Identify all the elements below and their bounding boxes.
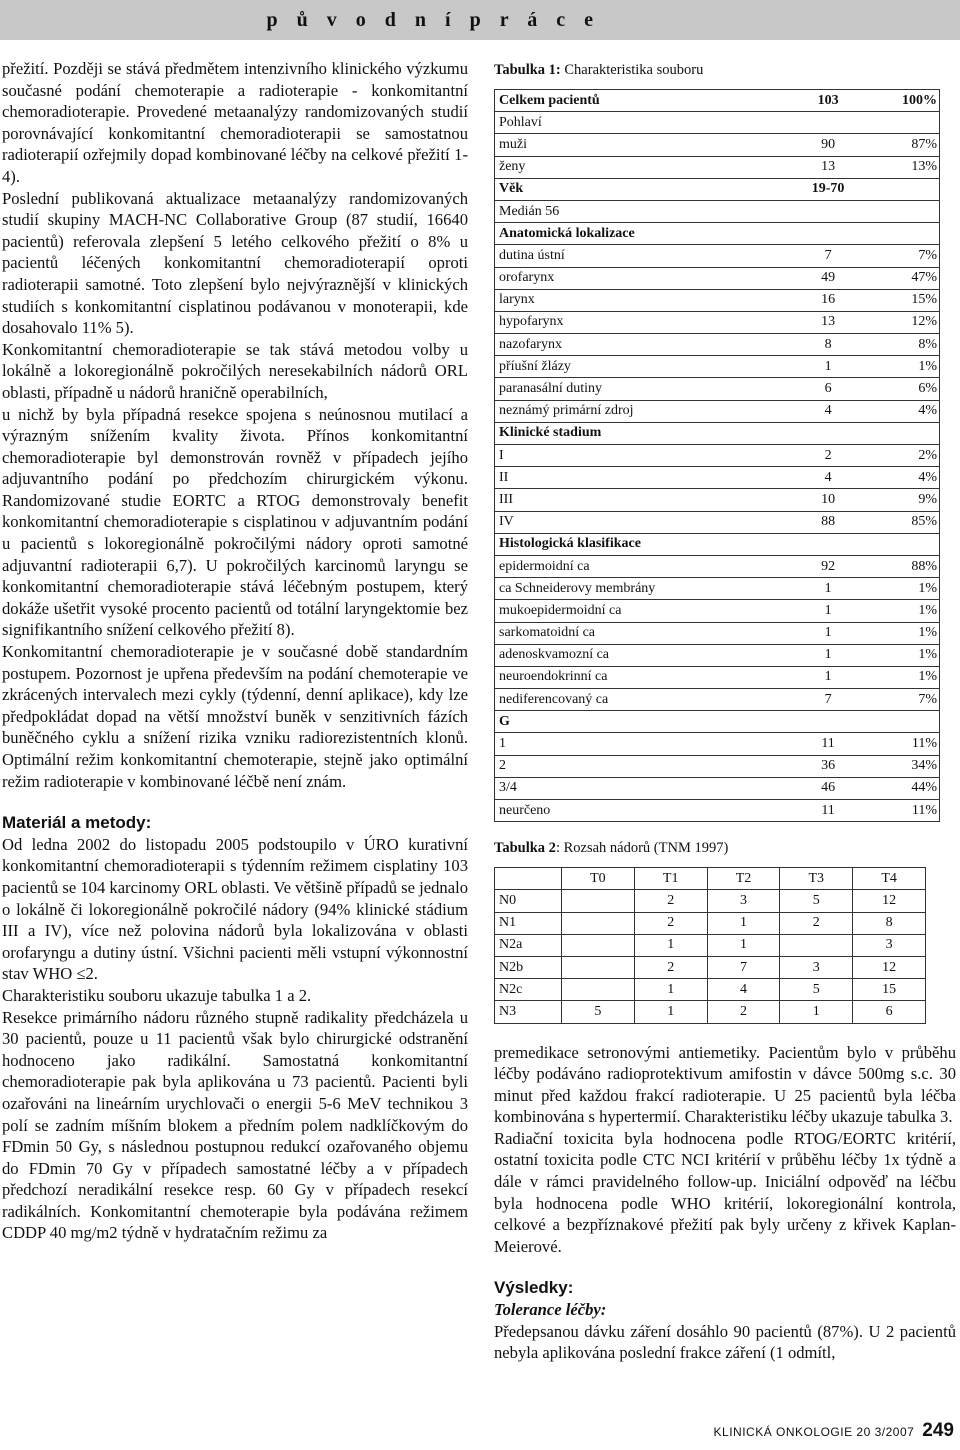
table1-cell-label: Histologická klasifikace <box>495 533 792 555</box>
table1-row <box>495 200 940 222</box>
table2-header-cell: T4 <box>853 868 926 890</box>
table2-header-cell <box>495 868 562 890</box>
table1-cell-count <box>791 200 864 222</box>
table1-cell-label: ca Schneiderovy membrány <box>495 578 792 600</box>
table1-cell-label: Anatomická lokalizace <box>495 223 792 245</box>
table1-cell-count <box>791 112 864 134</box>
table2-row-label: N2b <box>495 956 562 978</box>
table2-cell: 5 <box>780 979 853 1001</box>
table2-cell: 1 <box>634 934 707 956</box>
table1-cell-percent <box>865 223 940 245</box>
table1-row <box>495 311 940 333</box>
table1-cell-label: paranasální dutiny <box>495 378 792 400</box>
table1-cell-percent: 88% <box>865 555 940 577</box>
table1-cell-percent: 8% <box>865 334 940 356</box>
table1-cell-percent: 87% <box>865 134 940 156</box>
table2-row-label: N1 <box>495 912 562 934</box>
table1-cell-percent <box>865 533 940 555</box>
table1-row <box>495 733 940 755</box>
table1-cell-label: neuroendokrinní ca <box>495 666 792 688</box>
table1-cell-label: II <box>495 467 792 489</box>
table1-cell-label: ženy <box>495 156 792 178</box>
table1-cell-count: 13 <box>791 311 864 333</box>
table1-cell-label: adenoskvamozní ca <box>495 644 792 666</box>
table2-cell: 15 <box>853 979 926 1001</box>
left-column <box>2 58 468 1244</box>
table1-cell-count: 88 <box>791 511 864 533</box>
table1-row <box>495 489 940 511</box>
table1-cell-percent: 47% <box>865 267 940 289</box>
table1-cell-percent: 4% <box>865 400 940 422</box>
table2-cell: 6 <box>853 1001 926 1023</box>
table1-cell-label: nediferencovaný ca <box>495 689 792 711</box>
table1-cell-percent: 11% <box>865 733 940 755</box>
table1-cell-count: 1 <box>791 356 864 378</box>
table1-cell-label: 2 <box>495 755 792 777</box>
heading-methods: Materiál a metody: <box>2 813 152 833</box>
table2-row-label: N2a <box>495 934 562 956</box>
table2-cell: 1 <box>634 979 707 1001</box>
right-column <box>494 58 956 1364</box>
table1-row <box>495 644 940 666</box>
table1-row <box>495 134 940 156</box>
table1-cell-percent: 85% <box>865 511 940 533</box>
table2-cell <box>562 912 635 934</box>
table2-cell: 8 <box>853 912 926 934</box>
paragraph: Konkomitantní chemoradioterapie se tak stává metodou volby u lokálně a lokoregionálně pokročilých neresekabilních nádorů ORL oblasti, případně u nádorů hraničně operabilních, <box>2 339 468 402</box>
right-text <box>494 1042 956 1364</box>
table1-cell-percent: 4% <box>865 467 940 489</box>
table1-cell-count: 13 <box>791 156 864 178</box>
table1-cell-count: 36 <box>791 755 864 777</box>
table1-row <box>495 422 940 444</box>
table1-row <box>495 711 940 733</box>
paragraph: Radiační toxicita byla hodnocena podle RTOG/EORTC kritérií, ostatní toxicita podle CTC NCI kritérií v průběhu léčby 1x týdně a dále v rámci pravidelného follow-up. Iniciální odpověď na léčbu byla hodnocena podle WHO kritérií, lokoregionální kontrola, celkové a bezpříznakové přežití pak byly určeny z křivek Kaplan-Meierové. <box>494 1128 956 1256</box>
table1-caption-text: Charakteristika souboru <box>560 62 704 78</box>
table1-cell-label: mukoepidermoidní ca <box>495 600 792 622</box>
table2-row <box>495 912 926 934</box>
table1-cell-label: sarkomatoidní ca <box>495 622 792 644</box>
table2-cell: 2 <box>707 1001 780 1023</box>
table1-row <box>495 578 940 600</box>
table1-cell-label: Klinické stadium <box>495 422 792 444</box>
table2-cell: 2 <box>780 912 853 934</box>
table2-cell: 5 <box>562 1001 635 1023</box>
table2-caption-label: Tabulka 2 <box>494 840 556 857</box>
table2-header-cell: T0 <box>562 868 635 890</box>
table2-row-label: N3 <box>495 1001 562 1023</box>
table2-cell <box>562 956 635 978</box>
table1-cell-label: IV <box>495 511 792 533</box>
table1-row <box>495 156 940 178</box>
table1-cell-count: 92 <box>791 555 864 577</box>
table1-row <box>495 334 940 356</box>
table1-cell-count: 4 <box>791 400 864 422</box>
table1-cell-count: 4 <box>791 467 864 489</box>
table2-cell <box>562 979 635 1001</box>
table1-cell-label: příušní žlázy <box>495 356 792 378</box>
table1-cell-count <box>791 223 864 245</box>
table2-cell: 12 <box>853 956 926 978</box>
table2-cell: 4 <box>707 979 780 1001</box>
table1-row <box>495 533 940 555</box>
table1-row <box>495 777 940 799</box>
paragraph: Charakteristiku souboru ukazuje tabulka 1 a 2. <box>2 985 312 1005</box>
table1-cell-count: 1 <box>791 600 864 622</box>
table1-cell-label: dutina ústní <box>495 245 792 267</box>
table1-cell-percent: 9% <box>865 489 940 511</box>
table1-cell-percent: 2% <box>865 445 940 467</box>
table1-row <box>495 356 940 378</box>
table1-row <box>495 800 940 822</box>
table1-caption-label: Tabulka 1: <box>494 62 561 78</box>
table1-row <box>495 755 940 777</box>
table2-cell: 1 <box>634 1001 707 1023</box>
table1-cell-label: neurčeno <box>495 800 792 822</box>
table1-caption <box>494 62 956 79</box>
table1-cell-percent <box>865 711 940 733</box>
paragraph: Poslední publikovaná aktualizace metaanalýzy randomizovaných studií skupiny MACH-NC Collaborative Group (87 studií, 16640 pacientů) referovala zlepšení 5 letého celkového přežití o 8% u pacientů léčených konkomitantní chemoradioterapií oproti radioterapii samotné. Toto zlepšení bylo nejvýraznější v klinických studiích s konkomitantní cisplatinou podávanou v monoterapii, kde dosahovalo 11% 5). <box>2 188 468 338</box>
table2 <box>494 867 926 1023</box>
table1-cell-percent <box>865 200 940 222</box>
table1-cell-count: 10 <box>791 489 864 511</box>
table2-cell: 1 <box>780 1001 853 1023</box>
table1-cell-label: 1 <box>495 733 792 755</box>
table1-row <box>495 112 940 134</box>
table2-cell: 2 <box>634 890 707 912</box>
table1-cell-count <box>791 422 864 444</box>
table2-row-label: N0 <box>495 890 562 912</box>
table1-cell-count: 8 <box>791 334 864 356</box>
table2-row <box>495 956 926 978</box>
table2-cell: 2 <box>634 912 707 934</box>
paragraph: premedikace setronovými antiemetiky. Pacientům bylo v průběhu léčby podáváno radioprotektivum amifostin v dávce 500mg s.c. 30 minut před každou frakcí radioterapie. U 25 pacientů byla léčba kombinována s hypertermií. Charakteristiku léčby ukazuje tabulka 3. <box>494 1042 956 1127</box>
table1-row <box>495 223 940 245</box>
table1-cell-count: 19-70 <box>791 178 864 200</box>
table2-cell: 3 <box>707 890 780 912</box>
table1-row <box>495 90 940 112</box>
table1-cell-count: 1 <box>791 666 864 688</box>
table1-cell-count: 1 <box>791 644 864 666</box>
table2-cell <box>780 934 853 956</box>
table2-cell: 1 <box>707 934 780 956</box>
table1-row <box>495 245 940 267</box>
table1-cell-label: neznámý primární zdroj <box>495 400 792 422</box>
table1-cell-percent: 1% <box>865 356 940 378</box>
table1-row <box>495 267 940 289</box>
table1-cell-count: 90 <box>791 134 864 156</box>
table1-cell-percent: 7% <box>865 245 940 267</box>
table1-cell-count: 1 <box>791 578 864 600</box>
table1-cell-percent: 34% <box>865 755 940 777</box>
table1-row <box>495 622 940 644</box>
table2-cell: 7 <box>707 956 780 978</box>
table1-row <box>495 555 940 577</box>
table1-cell-count <box>791 711 864 733</box>
table1-cell-percent: 100% <box>865 90 940 112</box>
table1-cell-count <box>791 533 864 555</box>
table1-row <box>495 467 940 489</box>
table1-row <box>495 400 940 422</box>
table2-cell: 5 <box>780 890 853 912</box>
paragraph: přežití. Později se stává předmětem intenzivního klinického výzkumu současné podání chemoterapie a radioterapie - konkomitantní chemoradioterapie. Provedené metaanalýzy randomizovaných studií porovnávající konkomitantní chemoradioterapii se samostatnou radioterapií ozřejmily dopad kombinované léčby na celkové přežití 1-4). <box>2 59 468 186</box>
table1 <box>494 89 940 822</box>
table1-cell-label: III <box>495 489 792 511</box>
table1-cell-label: 3/4 <box>495 777 792 799</box>
table1-cell-percent: 44% <box>865 777 940 799</box>
table2-header-cell: T1 <box>634 868 707 890</box>
table1-cell-percent: 1% <box>865 578 940 600</box>
table1-cell-label: I <box>495 445 792 467</box>
table2-caption <box>494 840 956 857</box>
table2-row <box>495 890 926 912</box>
table1-cell-label: Věk <box>495 178 792 200</box>
table1-row <box>495 600 940 622</box>
table1-cell-label: muži <box>495 134 792 156</box>
table1-cell-label: nazofarynx <box>495 334 792 356</box>
subheading-tolerance: Tolerance léčby: <box>494 1300 607 1320</box>
page-number: 249 <box>922 1420 954 1441</box>
table2-row-label: N2c <box>495 979 562 1001</box>
table1-cell-label: hypofarynx <box>495 311 792 333</box>
table1-cell-label: Celkem pacientů <box>495 90 792 112</box>
table2-cell: 3 <box>853 934 926 956</box>
table1-cell-percent: 1% <box>865 600 940 622</box>
table1-cell-label: orofarynx <box>495 267 792 289</box>
table1-cell-count: 49 <box>791 267 864 289</box>
table1-cell-count: 2 <box>791 445 864 467</box>
table1-cell-percent: 15% <box>865 289 940 311</box>
table1-row <box>495 378 940 400</box>
table1-cell-count: 7 <box>791 689 864 711</box>
table1-cell-count: 11 <box>791 800 864 822</box>
table2-cell: 1 <box>707 912 780 934</box>
table1-cell-percent: 13% <box>865 156 940 178</box>
table1-row <box>495 511 940 533</box>
paragraph: Konkomitantní chemoradioterapie je v současné době standardním postupem. Pozornost je upřena především na podání chemoterapie ve zkrácených intervalech mezi cykly (týdenní, denní aplikace), kdy lze předpokládat dopad na větší množství buněk v senzitivních fázích buněčného cyklu a snížení rizika vzniku radiorezistentních klonů. Optimální režim konkomitantní chemoterapie, stejně jako optimální režim radioterapie v kombinované léčbě není znám. <box>2 642 468 791</box>
table1-cell-label: larynx <box>495 289 792 311</box>
table1-row <box>495 445 940 467</box>
table1-cell-percent: 12% <box>865 311 940 333</box>
table1-cell-count: 103 <box>791 90 864 112</box>
table1-cell-percent: 11% <box>865 800 940 822</box>
table2-caption-text: : Rozsah nádorů (TNM 1997) <box>555 840 729 857</box>
table2-cell <box>562 890 635 912</box>
table2-header-cell: T2 <box>707 868 780 890</box>
table1-cell-label: G <box>495 711 792 733</box>
section-title: p ů v o d n í p r á c e <box>266 9 600 31</box>
table1-cell-percent: 6% <box>865 378 940 400</box>
table1-cell-count: 1 <box>791 622 864 644</box>
table1-cell-percent: 1% <box>865 644 940 666</box>
table1-row <box>495 689 940 711</box>
paragraph: Od ledna 2002 do listopadu 2005 podstoupilo v ÚRO kurativní konkomitantní chemoradioterapii s týdenním režimem cisplatiny 103 pacientů se 104 karcinomy ORL oblasti. Ve většině případů se jednalo o lokálně či lokoregionálně pokročilé nádory (94% klinické stádium III a IV), více než polovina nádorů byla lokalizována v oblasti orofaryngu a dutiny ústní. Všichni pacienti měli vstupní výkonnostní stav WHO ≤2. <box>2 834 468 984</box>
journal-name: KLINICKÁ ONKOLOGIE 20 3/2007 <box>713 1425 915 1439</box>
table2-cell: 2 <box>634 956 707 978</box>
table1-cell-percent: 1% <box>865 666 940 688</box>
footer <box>714 1420 954 1442</box>
table2-row <box>495 934 926 956</box>
table1-cell-percent <box>865 422 940 444</box>
table1-row <box>495 666 940 688</box>
table2-cell: 12 <box>853 890 926 912</box>
table2-header-row <box>495 868 926 890</box>
table2-cell <box>562 934 635 956</box>
table1-cell-count: 11 <box>791 733 864 755</box>
table1-cell-count: 16 <box>791 289 864 311</box>
table1-cell-label: epidermoidní ca <box>495 555 792 577</box>
table1-cell-count: 7 <box>791 245 864 267</box>
table1-row <box>495 289 940 311</box>
table2-cell: 3 <box>780 956 853 978</box>
table1-cell-label: Pohlaví <box>495 112 792 134</box>
paragraph: u nichž by byla případná resekce spojena s neúnosnou mutilací a výrazným snížením kvality života. Přínos konkomitantní chemoradioterapie byl demonstrován rovněž v případech jejího adjuvantního podání po předchozím chirurgickém výkonu. Randomizované studie EORTC a RTOG demonstrovaly benefit konkomitantní chemoradioterapie s cisplatinou v adjuvantním podání u pacientů s lokoregionálně pokročilými nádory oproti samotné adjuvantní radioterapii 6,7). U pokročilých karcinomů laryngu se konkomitantní chemoradioterapie stává léčebným postupem, který dokáže ušetřit vysoké procento pacientů od totální laryngektomie bez signifikantního snížení celkového přežití 8). <box>2 404 468 640</box>
table1-cell-percent: 7% <box>865 689 940 711</box>
paragraph: Předepsanou dávku záření dosáhlo 90 pacientů (87%). U 2 pacientů nebyla aplikována poslední frakce záření (1 odmítl, <box>494 1321 956 1363</box>
table1-cell-percent: 1% <box>865 622 940 644</box>
table1-cell-count: 46 <box>791 777 864 799</box>
paragraph: Resekce primárního nádoru různého stupně radikality předcházela u 30 pacientů, pouze u 11 pacientů však bylo chirurgické odstranění hodnoceno jako radikální. Samostatná konkomitantní chemoradioterapie pak byla aplikována u 73 pacientů. Pacienti byli ozařováni na lineárním urychlovači o energii 5-6 MeV technikou 3 polí se zadním míšním blokem a předním polem nadklíčkovým do FDmin 50 Gy, s následnou postupnou redukcí ozařovaného objemu do FDmin 70 Gy v případech samostatné léčby a v případech předchozí neradikální resekce resp. 60 Gy v případech resekcí radikálních. Konkomitantní chemoterapie byla podávána režimem CDDP 40 mg/m2 týdně v hydratačním režimu za <box>2 1007 468 1243</box>
table1-row <box>495 178 940 200</box>
header-bar <box>0 0 960 40</box>
table1-cell-count: 6 <box>791 378 864 400</box>
heading-results: Výsledky: <box>494 1278 574 1298</box>
table2-row <box>495 1001 926 1023</box>
table2-row <box>495 979 926 1001</box>
table1-cell-label: Medián 56 <box>495 200 792 222</box>
table1-cell-percent <box>865 178 940 200</box>
table2-header-cell: T3 <box>780 868 853 890</box>
table1-cell-percent <box>865 112 940 134</box>
